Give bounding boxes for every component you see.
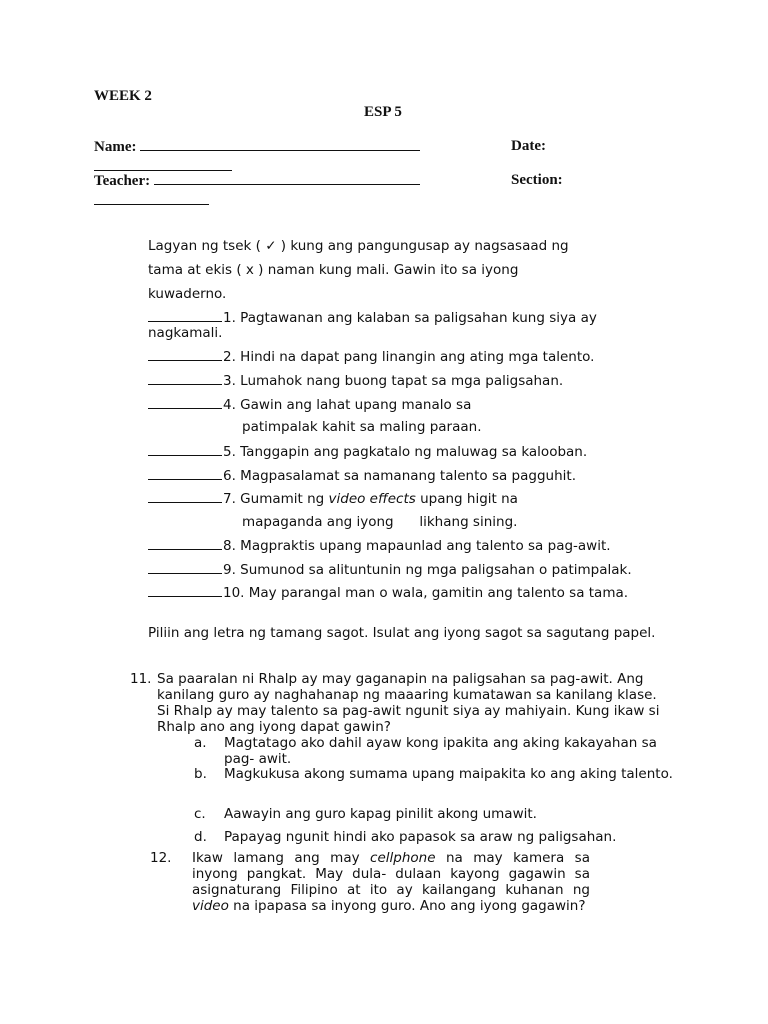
teacher-label: Teacher: (94, 173, 151, 189)
question-number: 11. (130, 671, 152, 687)
section-field-continued[interactable] (94, 192, 209, 210)
list-item: 7. Gumamit ng video effects upang higit na (148, 490, 518, 507)
choice-letter: a. (194, 735, 207, 751)
list-item: 6. Magpasalamat sa namanang talento sa pagguhit. (148, 467, 576, 484)
list-item: 8. Magpraktis upang mapaunlad ang talento sa pag-awit. (148, 537, 611, 554)
teacher-row (94, 172, 420, 190)
list-item: 2. Hindi na dapat pang linangin ang ating mga talento. (148, 348, 594, 365)
list-item: 5. Tanggapin ang pagkatalo ng maluwag sa kalooban. (148, 443, 587, 460)
answer-blank[interactable] (148, 372, 222, 385)
answer-blank[interactable] (148, 309, 222, 322)
answer-blank[interactable] (148, 396, 222, 409)
list-item: 1. Pagtawanan ang kalaban sa paligsahan kung siya ay (148, 309, 597, 326)
list-item-continuation: mapaganda ang iyong likhang sining. (242, 514, 518, 530)
answer-blank[interactable] (148, 490, 222, 503)
answer-blank[interactable] (148, 443, 222, 456)
week-label: WEEK 2 (94, 88, 152, 104)
teacher-field[interactable] (154, 172, 420, 185)
answer-blank[interactable] (148, 537, 222, 550)
name-label: Name: (94, 139, 137, 155)
question-text: Sa paaralan ni Rhalp ay may gaganapin na paligsahan sa pag-awit. Ang kanilang guro ay naghahanap ng maaaring kumatawan sa kanilang klase. Si Rhalp ay may talento sa pag-awit ngunit siya ay mahiyain. Kung ikaw si Rhalp ano ang iyong dapat gawin? (157, 671, 660, 735)
answer-blank[interactable] (148, 348, 222, 361)
section-label: Section: (511, 172, 563, 188)
name-field[interactable] (140, 138, 420, 151)
question-number: 12. (150, 850, 172, 866)
choice-letter: b. (194, 766, 207, 782)
list-item: 10. May parangal man o wala, gamitin ang talento sa tama. (148, 584, 628, 601)
instructions-line-2: tama at ekis ( x ) naman kung mali. Gawin ito sa iyong (148, 262, 519, 278)
choice-letter: d. (194, 829, 207, 845)
choice-text[interactable]: Aawayin ang guro kapag pinilit akong umawit. (224, 806, 537, 822)
choice-text[interactable]: Magkukusa akong sumama upang maipakita ko ang aking talento. (224, 766, 673, 782)
choice-text[interactable]: Papayag ngunit hindi ako papasok sa araw ng paligsahan. (224, 829, 617, 845)
list-item: 9. Sumunod sa alituntunin ng mga paligsahan o patimpalak. (148, 561, 632, 578)
list-item: 4. Gawin ang lahat upang manalo sa (148, 396, 471, 413)
answer-blank[interactable] (148, 467, 222, 480)
name-row (94, 138, 420, 156)
date-label: Date: (511, 138, 546, 154)
answer-blank[interactable] (148, 561, 222, 574)
list-item-continuation: patimpalak kahit sa maling paraan. (242, 419, 482, 435)
choice-letter: c. (194, 806, 206, 822)
answer-blank[interactable] (148, 584, 222, 597)
subject-title: ESP 5 (364, 104, 402, 120)
list-item: 3. Lumahok nang buong tapat sa mga paligsahan. (148, 372, 563, 389)
choice-text[interactable]: Magtatago ako dahil ayaw kong ipakita ang aking kakayahan sa pag- awit. (224, 735, 657, 767)
list-item-continuation: nagkamali. (148, 325, 223, 341)
part2-instructions: Piliin ang letra ng tamang sagot. Isulat ang iyong sagot sa sagutang papel. (148, 625, 656, 641)
question-text: Ikaw lamang ang may cellphone na may kamera sa inyong pangkat. May dula- dulaan kayong gagawin sa asignaturang Filipino at ito ay kailangang kuhanan ng video na ipapasa sa inyong guro. Ano ang iyong gagawin? (192, 850, 590, 914)
instructions-line-3: kuwaderno. (148, 286, 227, 302)
instructions-line-1: Lagyan ng tsek ( ✓ ) kung ang pangungusap ay nagsasaad ng (148, 238, 569, 254)
